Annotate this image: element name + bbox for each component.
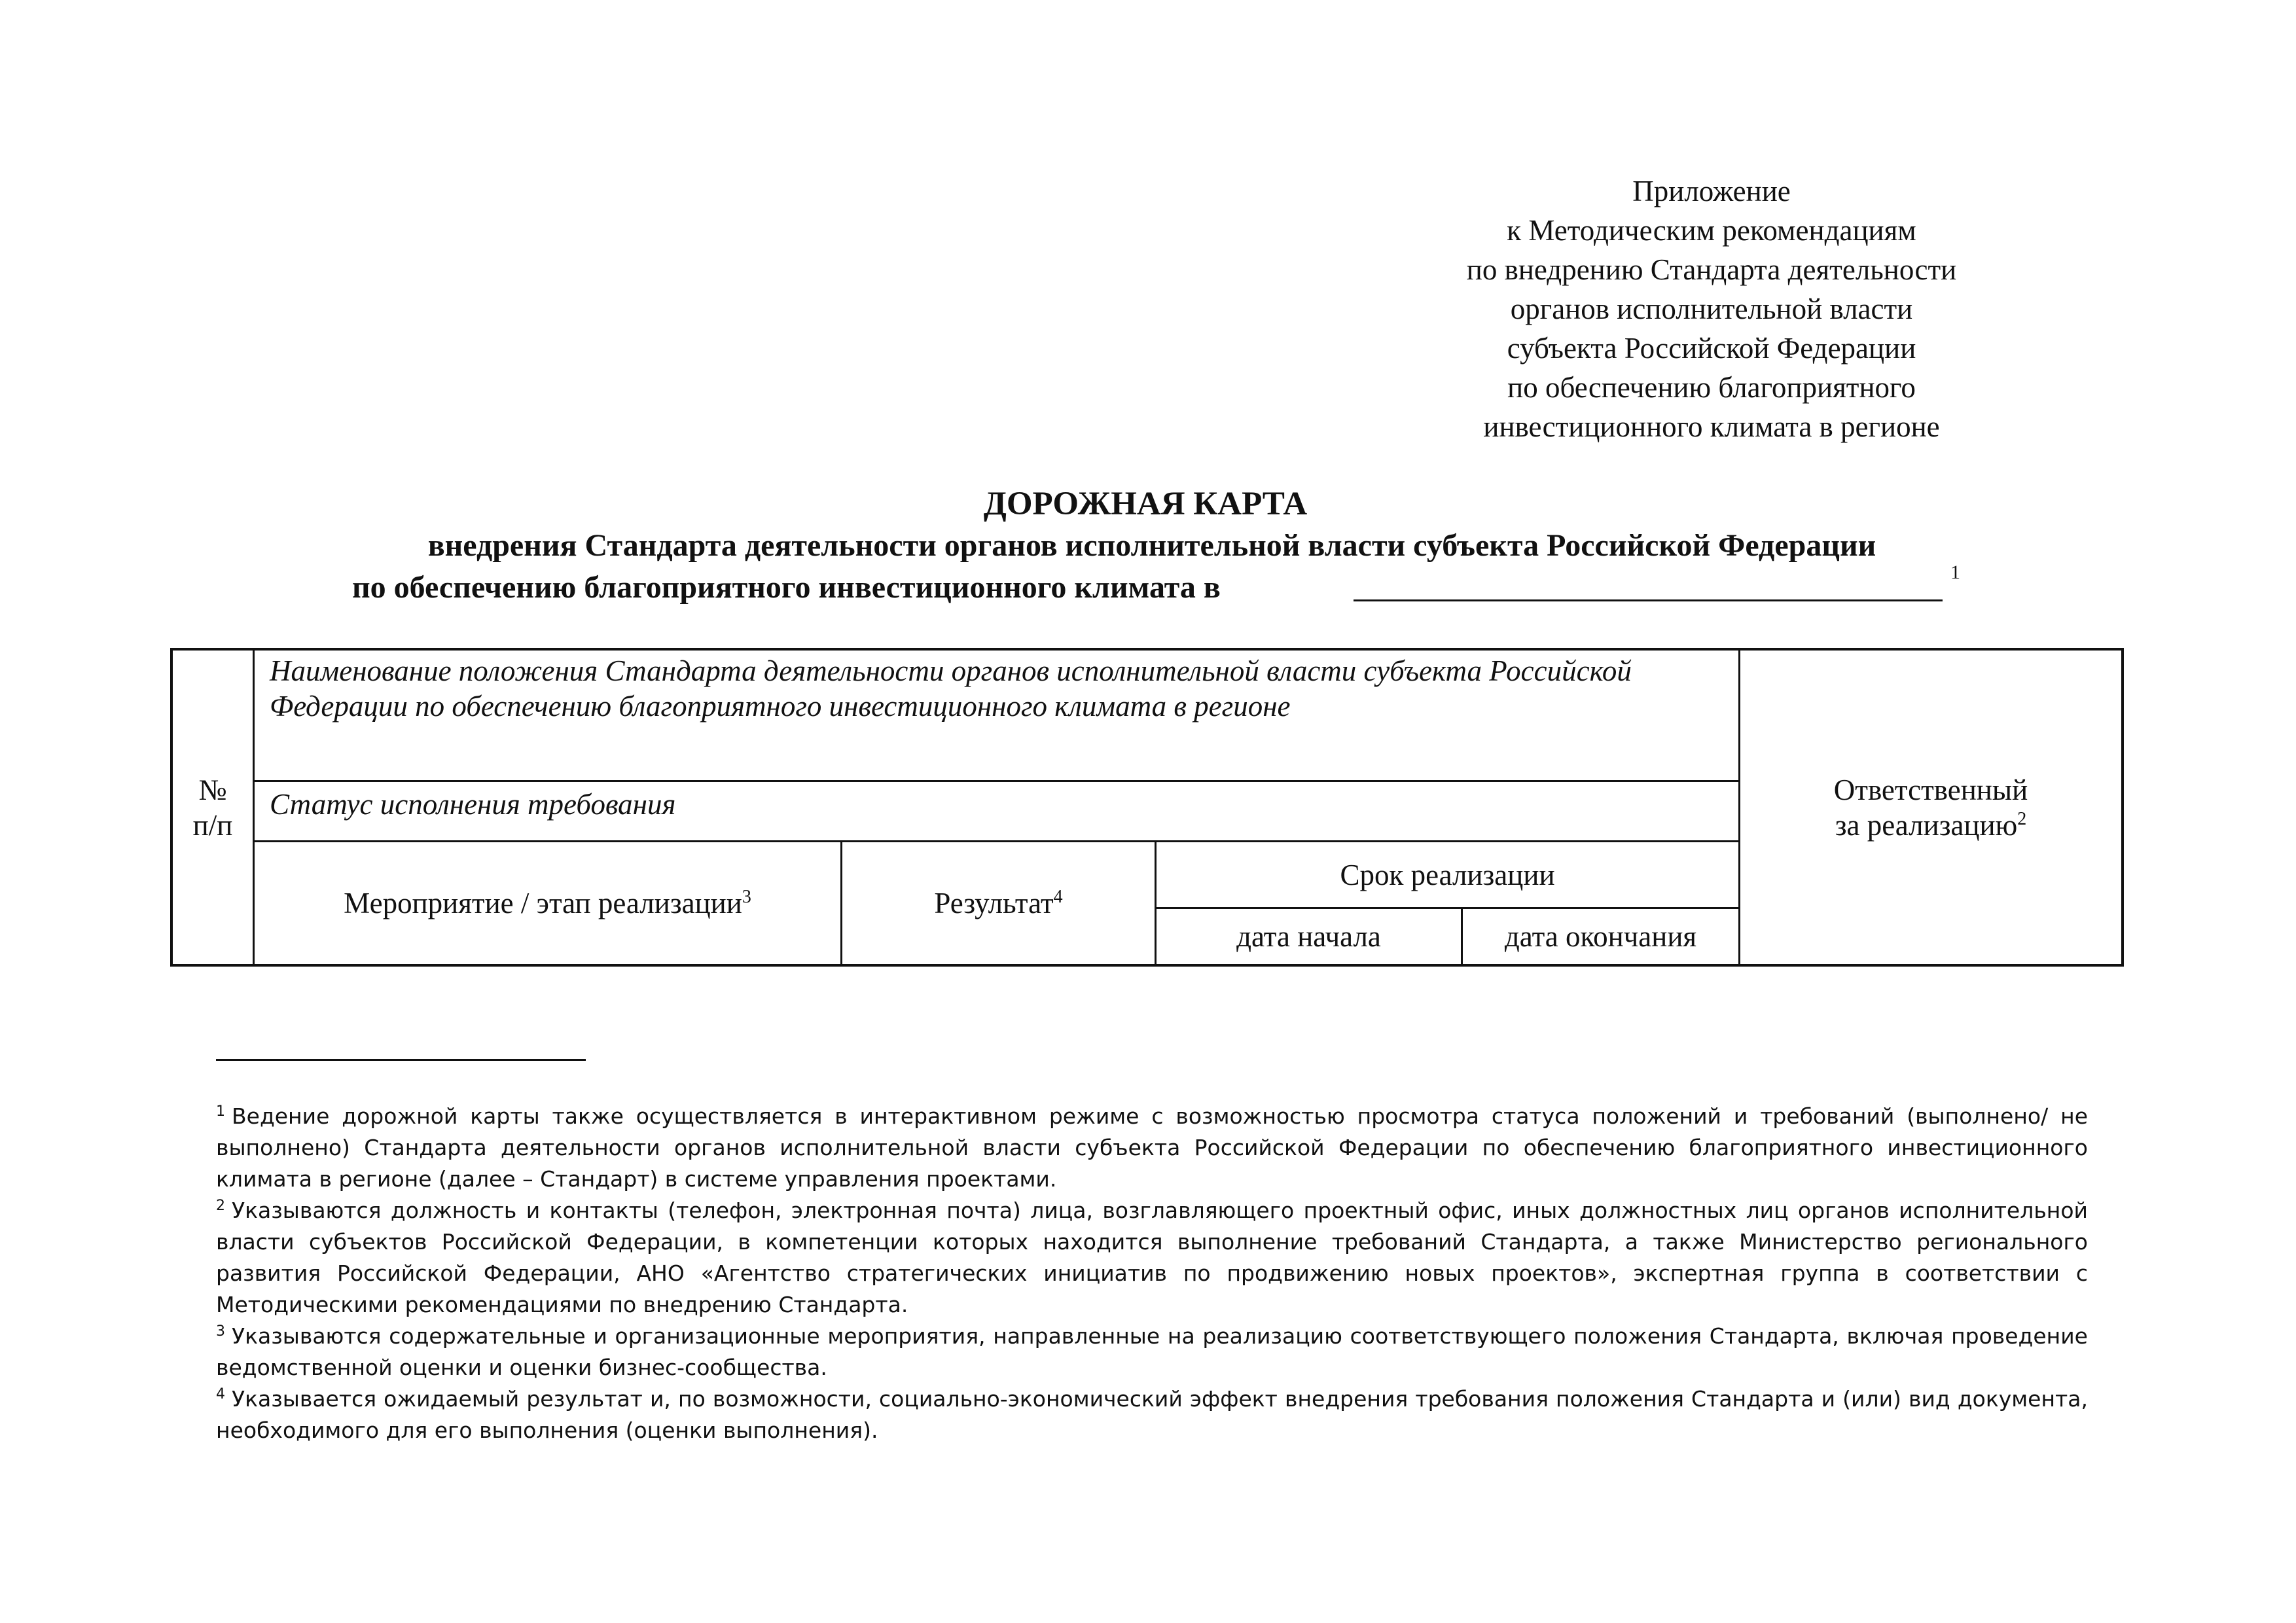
responsible-footnote-ref: 2 <box>2017 808 2027 829</box>
column-number-abbrev: п/п <box>192 808 233 842</box>
footnote <box>216 1101 2088 1195</box>
title-footnote-ref: 1 <box>1950 562 1960 583</box>
appendix-line: субъекта Российской Федерации <box>1507 332 1916 365</box>
footnote-number: 2 <box>216 1198 225 1214</box>
appendix-line: по обеспечению благоприятного <box>1507 371 1916 404</box>
result-footnote-ref: 4 <box>1053 887 1063 907</box>
appendix-line: органов исполнительной власти <box>1510 293 1913 325</box>
roadmap-table <box>170 648 2124 967</box>
provision-name-header: Наименование положения Стандарта деятельности органов исполнительной власти субъекта Российской Федерации по обеспечению благоприятного инвестиционного климата в регионе <box>270 654 1632 722</box>
responsible-label-line2: за реализацию <box>1835 808 2018 842</box>
column-number-header <box>173 651 253 964</box>
appendix-line: инвестиционного климата в регионе <box>1483 410 1940 443</box>
activity-label: Мероприятие / этап реализации <box>344 887 742 919</box>
table-divider <box>253 780 1738 782</box>
footnote-text: Ведение дорожной карты также осуществляется в интерактивном режиме с возможностью просмотра статуса положений и требований (выполнено/ не выполнено) Стандарта деятельности органов исполнительной власти субъекта Российской Федерации по обеспечению благоприятного инвестиционного климата в регионе (далее – Стандарт) в системе управления проектами. <box>216 1103 2088 1192</box>
status-header: Статус исполнения требования <box>270 788 676 821</box>
end-date-header: дата окончания <box>1504 920 1697 953</box>
footnote-text: Указывается ожидаемый результат и, по возможности, социально-экономический эффект внедрения требования положения Стандарта и (или) вид документа, необходимого для его выполнения (оценки выполнения). <box>216 1386 2088 1443</box>
responsible-label-line1: Ответственный <box>1833 773 2028 806</box>
footnote-number: 1 <box>216 1103 225 1120</box>
result-label: Результат <box>934 887 1054 919</box>
title-subtitle-line1: внедрения Стандарта деятельности органов исполнительной власти субъекта Российской Федерации <box>427 528 1876 563</box>
appendix-line: к Методическим рекомендациям <box>1507 214 1916 247</box>
title-subtitle-line2: по обеспечению благоприятного инвестиционного климата в <box>352 570 1221 605</box>
footnotes <box>216 1101 2088 1446</box>
title-main: ДОРОЖНАЯ КАРТА <box>983 486 1308 522</box>
appendix-line: по внедрению Стандарта деятельности <box>1466 253 1957 286</box>
deadline-header: Срок реализации <box>1340 858 1555 891</box>
activity-header <box>255 842 840 964</box>
footnote-text: Указываются содержательные и организационные мероприятия, направленные на реализацию соответствующего положения Стандарта, включая проведение ведомственной оценки и оценки бизнес-сообщества. <box>216 1323 2088 1380</box>
activity-footnote-ref: 3 <box>742 887 751 907</box>
region-blank-line <box>1354 599 1943 601</box>
footnote <box>216 1321 2088 1383</box>
footnote <box>216 1195 2088 1321</box>
footnote-number: 4 <box>216 1386 225 1402</box>
result-header <box>842 842 1155 964</box>
responsible-header <box>1740 651 2121 964</box>
start-date-header: дата начала <box>1236 920 1381 953</box>
footnote-number: 3 <box>216 1323 225 1340</box>
footnote <box>216 1383 2088 1446</box>
footnote-text: Указываются должность и контакты (телефон, электронная почта) лица, возглавляющего проектный офис, иных должностных лиц органов исполнительной власти субъектов Российской Федерации, в компетенции которых находится выполнение требований Стандарта, а также Министерство регионального развития Российской Федерации, АНО «Агентство стратегических инициатив по продвижению новых проектов», экспертная группа в соответствии с Методическими рекомендациями по внедрению Стандарта. <box>216 1198 2088 1317</box>
footnote-separator <box>216 1059 586 1061</box>
appendix-line: Приложение <box>1632 175 1791 207</box>
appendix-header <box>1374 171 2049 446</box>
column-number-symbol: № <box>198 773 227 806</box>
